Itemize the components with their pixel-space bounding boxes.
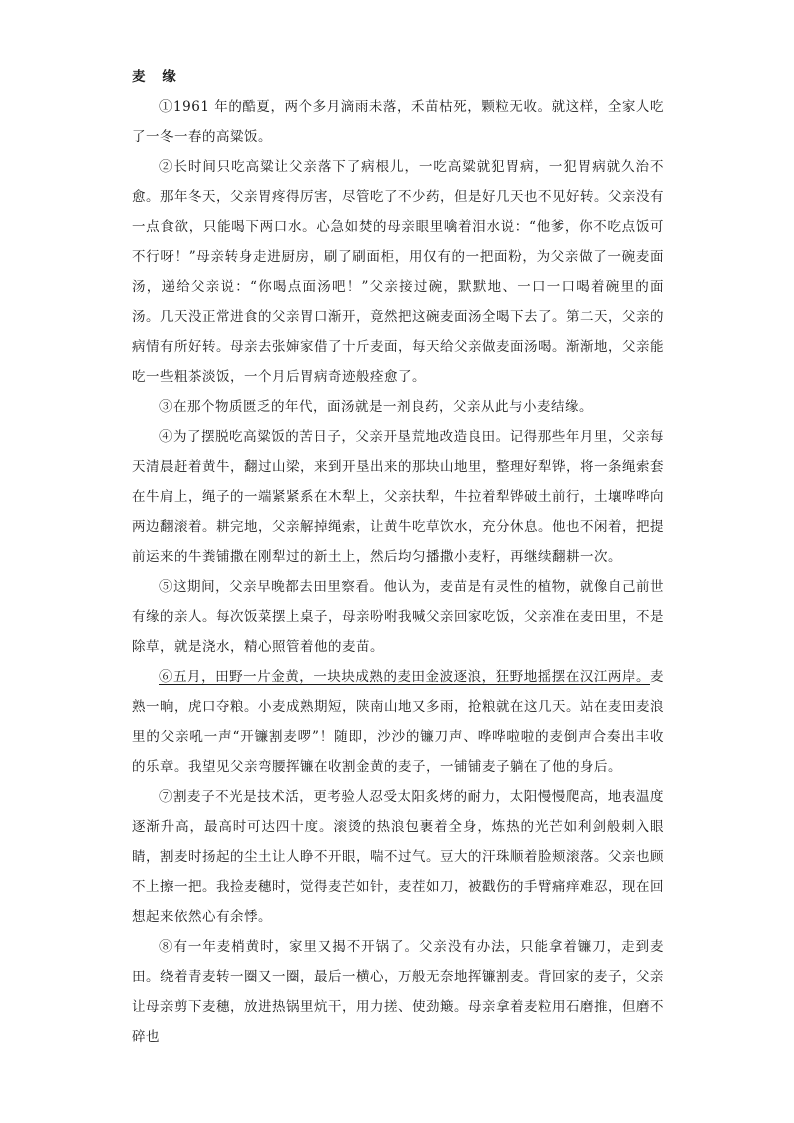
article-title: 麦 缘 (132, 69, 182, 85)
paragraph-1: ①1961 年的酷夏，两个多月滴雨未落，禾苗枯死，颗粒无收。就这样，全家人吃了一冬一春的高粱饭。 (132, 99, 664, 145)
paragraph-8: ⑧有一年麦梢黄时，家里又揭不开锅了。父亲没有办法，只能拿着镰刀，走到麦田。绕着青麦转一圈又一圈，最后一横心，万般无奈地挥镰割麦。背回家的麦子，父亲让母亲剪下麦穗，放进热锅里炕干，用力搓、使劲簸。母亲拿着麦粒用石磨推，但磨不碎也 (132, 939, 664, 1045)
paragraph-3: ③在那个物质匮乏的年代，面汤就是一剂良药，父亲从此与小麦结缘。 (159, 399, 593, 415)
paragraph-5: ⑤这期间，父亲早晚都去田里察看。他认为，麦苗是有灵性的植物，就像自己前世有缘的亲人。每次饭菜摆上桌子，母亲吩咐我喊父亲回家吃饭，父亲准在麦田里，不是除草，就是浇水，精心照管着他的麦苗。 (132, 579, 664, 655)
paragraph-7: ⑦割麦子不光是技术活，更考验人忍受太阳炙烤的耐力，太阳慢慢爬高，地表温度逐渐升高，最高时可达四十度。滚烫的热浪包裹着全身，炼热的光芒如利剑般刺入眼睛，割麦时扬起的尘土让人睁不开眼，喘不过气。豆大的汗珠顺着脸颊滚落。父亲也顾不上擦一把。我捡麦穗时，觉得麦芒如针，麦茬如刀，被戳伤的手臂痛痒难忍，现在回想起来依然心有余悸。 (132, 789, 664, 925)
paragraph-4: ④为了摆脱吃高粱饭的苦日子，父亲开垦荒地改造良田。记得那些年月里，父亲每天清晨赶着黄牛，翻过山梁，来到开垦出来的那块山地里，整理好犁铧，将一条绳索套在牛肩上，绳子的一端紧紧系在木犁上，父亲扶犁，牛拉着犁铧破土前行，土壤哗哗向两边翻滚着。耕完地，父亲解掉绳索，让黄牛吃草饮水，充分休息。他也不闲着，把提前运来的牛粪铺撒在刚犁过的新土上，然后均匀播撒小麦籽，再继续翻耕一次。 (132, 429, 664, 565)
paragraph-2: ②长时间只吃高粱让父亲落下了病根儿，一吃高粱就犯胃病，一犯胃病就久治不愈。那年冬天，父亲胃疼得厉害，尽管吃了不少药，但是好几天也不见好转。父亲没有一点食欲，只能喝下两口水。心急如焚的母亲眼里噙着泪水说：“他爹，你不吃点饭可不行呀！”母亲转身走进厨房，刷了刷面柜，用仅有的一把面粉，为父亲做了一碗麦面汤，递给父亲说：“你喝点面汤吧！”父亲接过碗，默默地、一口一口喝着碗里的面汤。几天没正常进食的父亲胃口渐开，竟然把这碗麦面汤全喝下去了。第二天，父亲的病情有所好转。母亲去张婶家借了十斤麦面，每天给父亲做麦面汤喝。渐渐地，父亲能吃一些粗茶淡饭，一个月后胃病奇迹般痊愈了。 (132, 159, 664, 385)
document-page (132, 62, 664, 1052)
paragraph-6-rest: 麦熟一晌，虎口夺粮。小麦成熟期短，陕南山地又多雨，抢粮就在这几天。站在麦田麦浪里的父亲吼一声“开镰割麦啰”！随即，沙沙的镰刀声、哗哗啦啦的麦倒声合奏出丰收的乐章。我望见父亲弯腰挥镰在收割金黄的麦子，一铺铺麦子躺在了他的身后。 (132, 669, 664, 775)
paragraph-6 (132, 662, 664, 782)
underlined-sentence: ⑥五月，田野一片金黄，一块块成熟的麦田金波逐浪，狂野地摇摆在汉江两岸。 (159, 669, 650, 685)
